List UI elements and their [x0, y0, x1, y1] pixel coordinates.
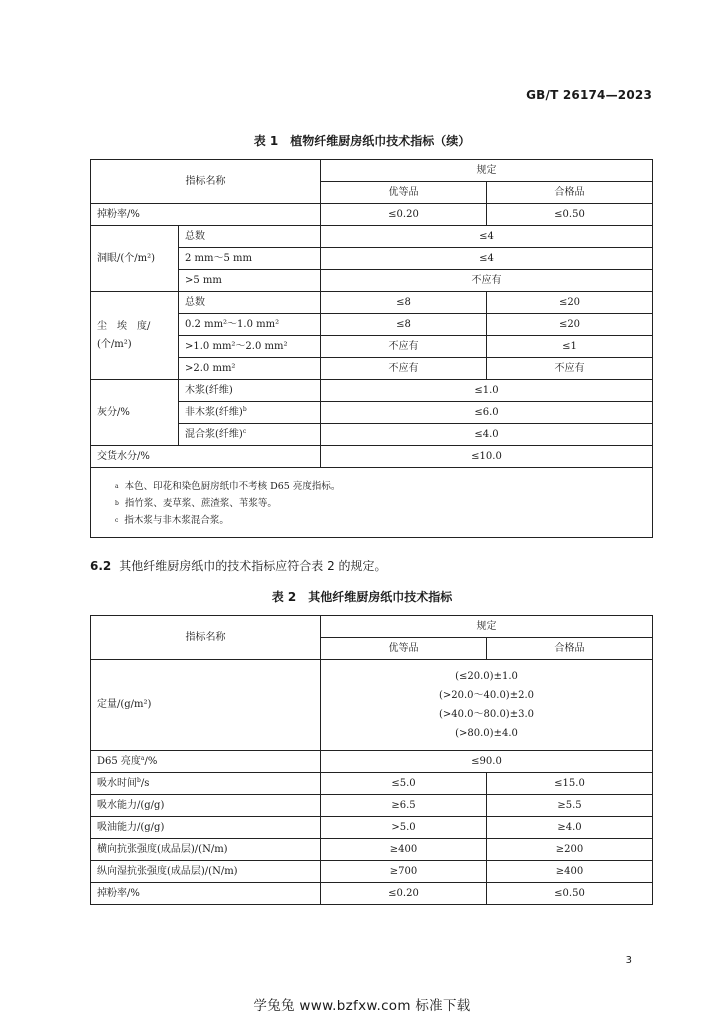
row-label-dirt [91, 292, 179, 380]
note-text: 指木浆与非木浆混合浆。 [124, 515, 229, 526]
cell-grade2: ≥400 [487, 861, 653, 883]
note-c [115, 512, 644, 529]
table2-caption: 表 2 其他纤维厨房纸巾技术指标 [271, 590, 453, 604]
cell-value: ≤90.0 [321, 751, 653, 773]
cell-grade1: ≤0.20 [321, 204, 487, 226]
table1-caption: 表 1 植物纤维厨房纸巾技术指标（续） [253, 134, 471, 148]
row-label-unit: /s [140, 777, 150, 789]
grammage-values [321, 660, 653, 751]
sub-label: >1.0 mm²～2.0 mm² [179, 336, 321, 358]
cell-grade2: ≤0.50 [487, 883, 653, 905]
footnote-ref: b [242, 405, 247, 413]
cell-grade2: ≤0.50 [487, 204, 653, 226]
page-number: 3 [625, 955, 632, 966]
footnote-ref: a [140, 754, 145, 762]
row-label: 吸油能力/(g/g) [91, 817, 321, 839]
table2 [90, 615, 653, 905]
row-label [91, 773, 321, 795]
sub-label: >2.0 mm² [179, 358, 321, 380]
note-text: 指竹浆、麦草浆、蔗渣浆、苇浆等。 [124, 498, 277, 509]
row-label: 纵向湿抗张强度(成品层)/(N/m) [91, 861, 321, 883]
cell-grade1: ≤8 [321, 314, 487, 336]
clause-6-2 [90, 557, 387, 574]
table1-head-grade1: 优等品 [321, 182, 487, 204]
grammage-line: (>80.0)±4.0 [455, 728, 518, 739]
sub-label-text: 非木浆(纤维) [185, 406, 243, 418]
clause-number: 6.2 [90, 559, 112, 573]
table2-head-grade1: 优等品 [321, 638, 487, 660]
cell-grade2: ≥4.0 [487, 817, 653, 839]
watermark-footer: 学兔兔 www.bzfxw.com 标准下载 [253, 998, 471, 1014]
cell-grade2: ≤20 [487, 314, 653, 336]
cell-value: ≤4 [321, 248, 653, 270]
dirt-label-line1: 尘 埃 度/ [97, 320, 151, 332]
row-label-holes: 洞眼/(个/m²) [91, 226, 179, 292]
table1-head-spec: 规定 [321, 160, 653, 182]
note-mark: a [115, 483, 119, 490]
standard-code: GB/T 26174—2023 [526, 88, 652, 102]
cell-grade1: ≤0.20 [321, 883, 487, 905]
cell-grade2: ≥200 [487, 839, 653, 861]
grammage-line: (≤20.0)±1.0 [455, 671, 518, 682]
table2-head-grade2: 合格品 [487, 638, 653, 660]
cell-value: ≤6.0 [321, 402, 653, 424]
cell-grade1: ≤8 [321, 292, 487, 314]
cell-value: ≤4 [321, 226, 653, 248]
row-label: 掉粉率/% [91, 883, 321, 905]
table2-head-indicator: 指标名称 [91, 616, 321, 660]
table1 [90, 159, 653, 538]
cell-grade1: >5.0 [321, 817, 487, 839]
footnote-ref: b [137, 776, 141, 784]
cell-grade2: ≥5.5 [487, 795, 653, 817]
row-label [91, 751, 321, 773]
sub-label: >5 mm [179, 270, 321, 292]
cell-grade2: ≤20 [487, 292, 653, 314]
sub-label: 木浆(纤维) [179, 380, 321, 402]
grammage-line: (>40.0～80.0)±3.0 [439, 709, 534, 720]
cell-grade1: ≥6.5 [321, 795, 487, 817]
table1-head-grade2: 合格品 [487, 182, 653, 204]
table2-head-spec: 规定 [321, 616, 653, 638]
table1-head-indicator: 指标名称 [91, 160, 321, 204]
cell-grade2: ≤1 [487, 336, 653, 358]
sub-label: 总数 [179, 292, 321, 314]
grammage-line: (>20.0～40.0)±2.0 [439, 690, 534, 701]
row-label-ash: 灰分/% [91, 380, 179, 446]
row-label: 交货水分/% [91, 446, 321, 468]
cell-value: 不应有 [321, 270, 653, 292]
cell-grade1: ≤5.0 [321, 773, 487, 795]
note-a [115, 478, 644, 495]
sub-label: 0.2 mm²～1.0 mm² [179, 314, 321, 336]
cell-value: ≤10.0 [321, 446, 653, 468]
note-mark: c [115, 517, 119, 524]
cell-grade2: 不应有 [487, 358, 653, 380]
row-label: 横向抗张强度(成品层)/(N/m) [91, 839, 321, 861]
row-label: 掉粉率/% [91, 204, 321, 226]
clause-text: 其他纤维厨房纸巾的技术指标应符合表 2 的规定。 [119, 559, 387, 573]
sub-label [179, 402, 321, 424]
footnote-ref: c [242, 427, 247, 435]
row-label-text: 吸水时间 [97, 777, 137, 789]
row-label-text: D65 亮度 [97, 755, 141, 767]
cell-value: ≤4.0 [321, 424, 653, 446]
row-label-unit: /% [144, 755, 158, 767]
sub-label: 2 mm～5 mm [179, 248, 321, 270]
cell-grade1: ≥700 [321, 861, 487, 883]
note-mark: b [115, 500, 119, 507]
sub-label [179, 424, 321, 446]
row-label-grammage: 定量/(g/m²) [91, 660, 321, 751]
note-text: 本色、印花和染色厨房纸巾不考核 D65 亮度指标。 [124, 481, 341, 492]
table1-notes [91, 468, 653, 538]
note-b [115, 495, 644, 512]
cell-grade1: 不应有 [321, 336, 487, 358]
sub-label: 总数 [179, 226, 321, 248]
dirt-label-line2: (个/m²) [97, 338, 132, 350]
cell-value: ≤1.0 [321, 380, 653, 402]
row-label: 吸水能力/(g/g) [91, 795, 321, 817]
cell-grade2: ≤15.0 [487, 773, 653, 795]
sub-label-text: 混合浆(纤维) [185, 428, 243, 440]
cell-grade1: 不应有 [321, 358, 487, 380]
cell-grade1: ≥400 [321, 839, 487, 861]
